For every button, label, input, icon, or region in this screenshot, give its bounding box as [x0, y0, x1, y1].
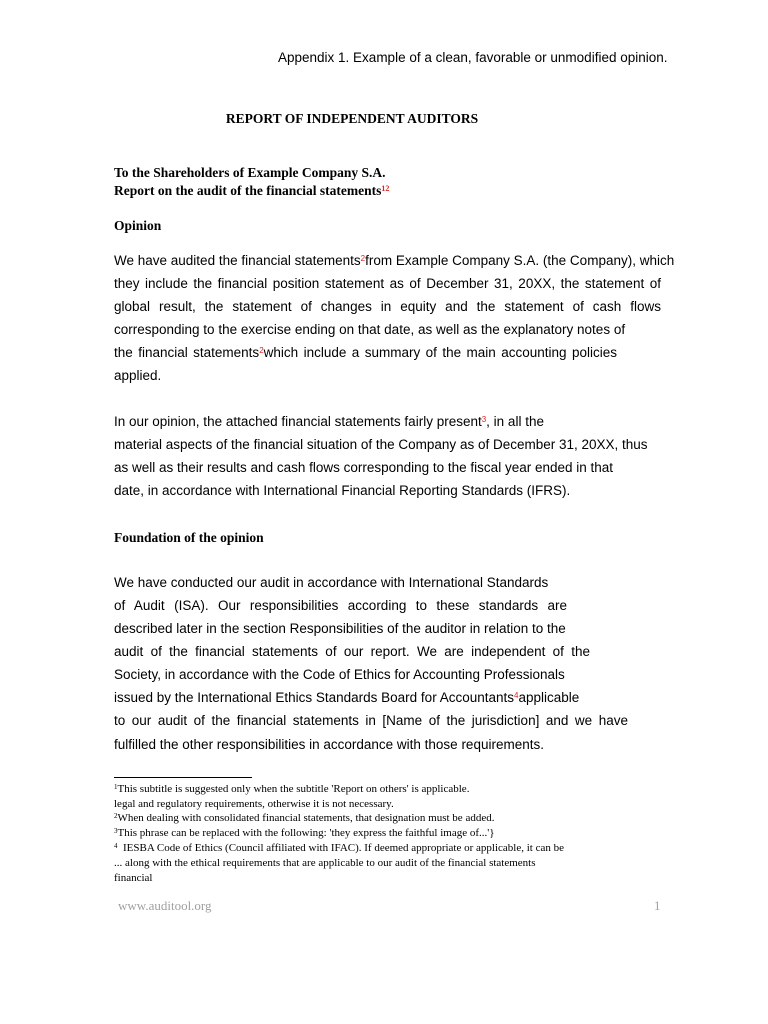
foundation-line-4: audit of the financial statements of our report. We are independent of the — [114, 644, 590, 659]
footnote-4: $^4$ IESBA Code of Ethics (Council affiliated with IFAC). If deemed appropriate or applicable, it can be — [114, 842, 564, 854]
footnote-separator — [114, 777, 252, 778]
opinion-p1-line-4: corresponding to the exercise ending on that date, as well as the explanatory notes of — [114, 322, 626, 337]
opinion-p2-line-2: material aspects of the financial situation of the Company as of December 31, 20XX, thus — [114, 437, 648, 452]
footnote-1-cont: legal and regulatory requirements, otherwise it is not necessary. — [114, 798, 394, 810]
opinion-p1-line-5: the financial statements$^2$which include a summary of the main accounting policies — [114, 345, 617, 360]
footnote-1: $^1$This subtitle is suggested only when the subtitle 'Report on others' is applicable. — [114, 783, 470, 795]
opinion-p1-line-6: applied. — [114, 368, 162, 383]
opinion-p1-line-2: they include the financial position statement as of December 31, 20XX, the statement of — [114, 276, 661, 291]
opinion-heading: Opinion — [114, 218, 162, 233]
footnote-ref: 4 — [514, 691, 519, 700]
report-title: REPORT OF INDEPENDENT AUDITORS — [225, 111, 479, 126]
footnote-ref: 3 — [481, 415, 487, 424]
page-number: 1 — [654, 898, 661, 913]
foundation-line-7: to our audit of the financial statements in [Name of the jurisdiction] and we have — [114, 713, 628, 728]
opinion-p1-line-3: global result, the statement of changes in equity and the statement of cash flows — [114, 299, 661, 314]
opinion-p2-line-3: as well as their results and cash flows corresponding to the fiscal year ended in that — [114, 460, 614, 475]
footnote-ref: 2 — [259, 346, 264, 355]
footnote-4-cont-1: ... along with the ethical requirements that are applicable to our audit of the financial statements — [114, 857, 536, 869]
footer-url[interactable]: www.auditool.org — [118, 898, 212, 913]
foundation-heading: Foundation of the opinion — [114, 530, 264, 545]
foundation-line-5: Society, in accordance with the Code of Ethics for Accounting Professionals — [114, 667, 565, 682]
foundation-line-6: issued by the International Ethics Standards Board for Accountants$^4$applicable — [114, 690, 580, 705]
footnote-ref: 2 — [360, 254, 366, 263]
footnote-ref: 12 — [381, 184, 390, 193]
foundation-line-8: fulfilled the other responsibilities in accordance with those requirements. — [114, 737, 544, 752]
opinion-p1-line-1: We have audited the financial statements$^2$from Example Company S.A. (the Company), which — [114, 253, 675, 268]
opinion-p2-line-1: In our opinion, the attached financial statements fairly present$^3$, in all the — [114, 414, 544, 429]
opinion-p2-line-4: date, in accordance with International Financial Reporting Standards (IFRS). — [114, 483, 571, 498]
foundation-line-2: of Audit (ISA). Our responsibilities according to these standards are — [114, 598, 567, 613]
appendix-label: Appendix 1. Example of a clean, favorable or unmodified opinion. — [278, 50, 668, 65]
addressee: To the Shareholders of Example Company S.A. — [114, 165, 386, 180]
foundation-line-3: described later in the section Responsibilities of the auditor in relation to the — [114, 621, 566, 636]
footnote-4-cont-2: financial — [114, 872, 153, 884]
footnote-2: $^2$When dealing with consolidated financial statements, that designation must be added. — [114, 812, 495, 824]
foundation-line-1: We have conducted our audit in accordance with International Standards — [114, 575, 549, 590]
footnote-3: $^3$This phrase can be replaced with the following: 'they express the faithful image of...'} — [114, 827, 495, 839]
report-subtitle: Report on the audit of the financial statements$^{12}$ — [114, 183, 390, 198]
